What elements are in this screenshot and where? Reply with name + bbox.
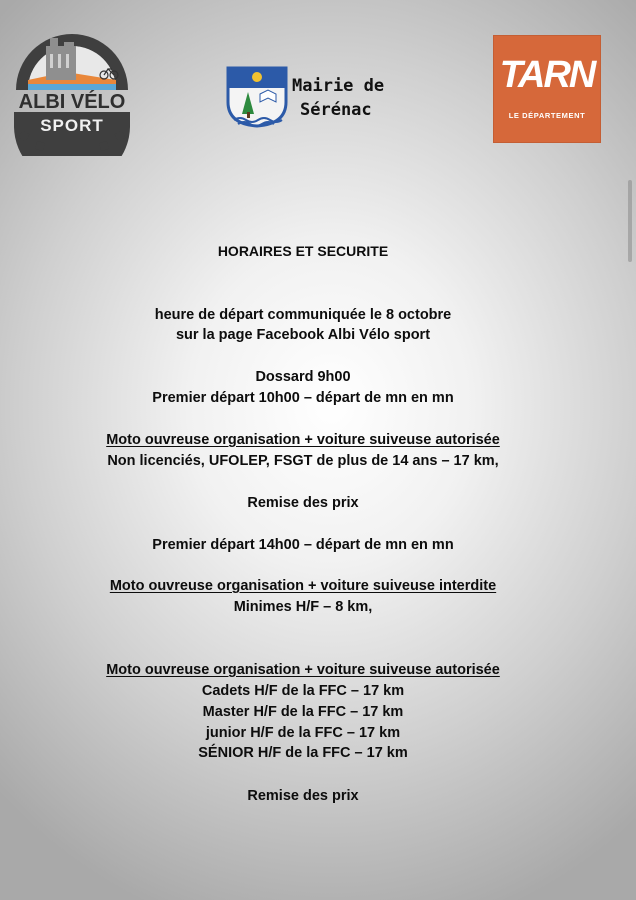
category-2-title: Moto ouvreuse organisation + voiture suiveuse interdite (109, 578, 497, 594)
category-3-title: Moto ouvreuse organisation + voiture suiveuse autorisée (106, 662, 500, 678)
prize-ceremony-2: Remise des prix (247, 788, 359, 804)
scrollbar[interactable] (628, 180, 632, 262)
category-3-item-senior: SÉNIOR H/F de la FFC – 17 km (198, 745, 408, 761)
category-3-item-cadets: Cadets H/F de la FFC – 17 km (201, 683, 405, 699)
tarn-logo-subtitle: LE DÉPARTEMENT (508, 111, 586, 120)
albi-logo-subtitle: SPORT (40, 116, 104, 135)
coat-of-arms-icon (226, 66, 288, 128)
intro-line-2: sur la page Facebook Albi Vélo sport (175, 327, 431, 343)
category-3-item-master: Master H/F de la FFC – 17 km (202, 704, 404, 720)
dossard-time: Dossard 9h00 (255, 369, 351, 385)
category-3-item-junior: junior H/F de la FFC – 17 km (205, 725, 401, 741)
tarn-departement-logo (494, 36, 600, 142)
category-2-item: Minimes H/F – 8 km, (233, 599, 373, 615)
mairie-name-line1: Mairie de (292, 76, 385, 96)
mairie-serenac-logo (226, 66, 416, 128)
albi-logo-title: ALBI VÉLO (18, 91, 126, 113)
category-1-item: Non licenciés, UFOLEP, FSGT de plus de 14 ans – 17 km, (107, 453, 499, 469)
page-title: HORAIRES ET SECURITE (217, 243, 389, 259)
mairie-name (292, 74, 384, 122)
tarn-logo-title: TARN (499, 54, 595, 96)
mairie-name-line2: Sérénac (300, 100, 372, 120)
intro-line-1: heure de départ communiquée le 8 octobre (154, 307, 452, 323)
first-start-afternoon: Premier départ 14h00 – départ de mn en mn (152, 537, 454, 553)
first-start-morning: Premier départ 10h00 – départ de mn en mn (152, 390, 454, 406)
category-1-title: Moto ouvreuse organisation + voiture suiveuse autorisée (106, 432, 500, 448)
prize-ceremony-1: Remise des prix (247, 495, 359, 511)
albi-velo-sport-logo (6, 28, 138, 156)
